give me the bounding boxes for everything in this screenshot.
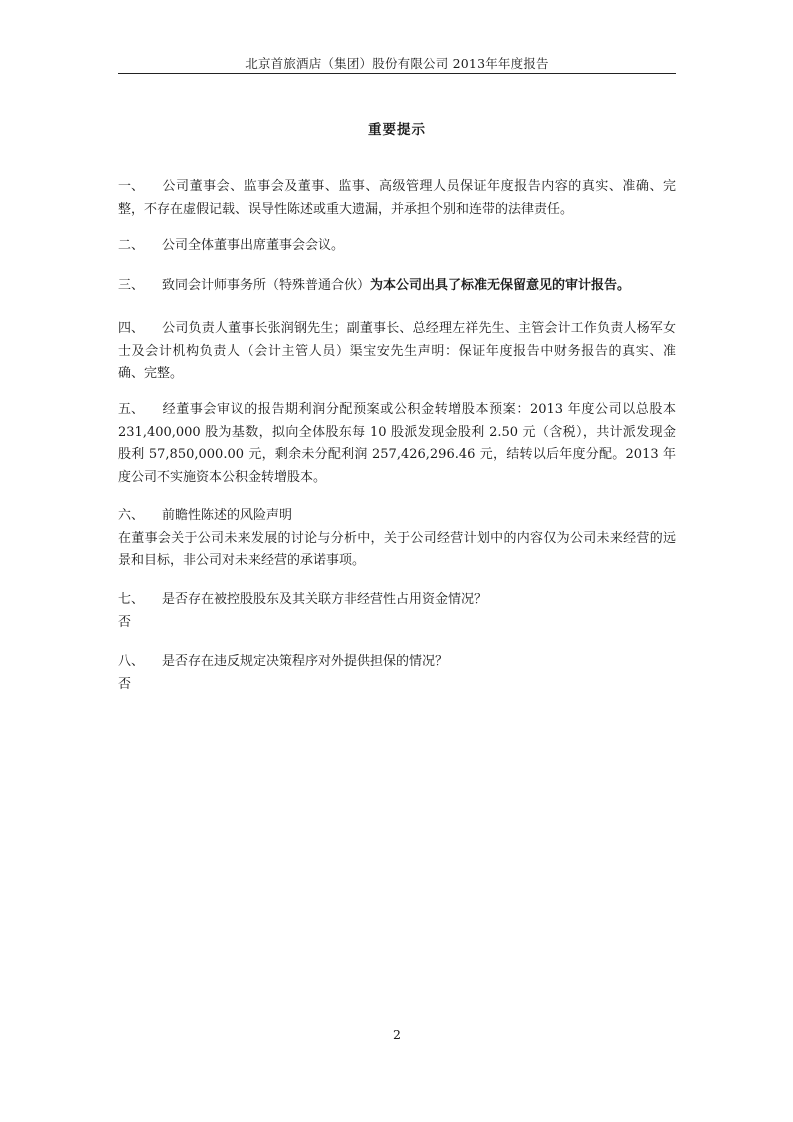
notice-item-2 — [118, 235, 676, 258]
page-number: 2 — [393, 1027, 401, 1042]
item-text: 公司负责人董事长张润钢先生；副董事长、总经理左祥先生、主管会计工作负责人杨军女士及会计机构负责人（会计主管人员）渠宝安先生声明：保证年度报告中财务报告的真实、准确、完整。 — [118, 321, 676, 381]
item-text: 公司董事会、监事会及董事、监事、高级管理人员保证年度报告内容的真实、准确、完整，不存在虚假记载、误导性陈述或重大遗漏，并承担个别和连带的法律责任。 — [118, 179, 676, 217]
item-number: 六、 — [118, 508, 145, 523]
notice-item-8 — [118, 651, 676, 696]
notice-item-7 — [118, 589, 676, 634]
header-divider — [118, 73, 676, 74]
report-header: 北京首旅酒店（集团）股份有限公司 2013年年度报告 — [245, 56, 549, 71]
item-number: 一、 — [118, 179, 145, 194]
item-bold-text: 为本公司出具了标准无保留意见的审计报告。 — [370, 278, 631, 293]
item-text: 前瞻性陈述的风险声明 — [162, 508, 293, 523]
item-text: 公司全体董事出席董事会会议。 — [162, 238, 345, 253]
item-number: 七、 — [118, 592, 145, 607]
item-text: 是否存在违反规定决策程序对外提供担保的情况？ — [162, 654, 449, 669]
item-number: 二、 — [118, 238, 145, 253]
notice-item-1 — [118, 176, 676, 221]
item-number: 四、 — [118, 321, 145, 336]
item-number: 五、 — [118, 402, 145, 417]
item-answer: 否 — [118, 676, 132, 692]
item-text: 致同会计师事务所（特殊普通合伙） — [162, 278, 371, 293]
item-text: 是否存在被控股股东及其关联方非经营性占用资金情况？ — [162, 592, 488, 607]
notice-item-6 — [118, 505, 676, 573]
item-text: 经董事会审议的报告期利润分配预案或公积金转增股本预案：2013 年度公司以总股本 231,400,000 股为基数，拟向全体股东每 10 股派发现金股利 2.50 元（含税），共计派发现金股利 57,850,000.00 元，剩余未分配利润 257,426,296.46 元，结转以后年度分配。2013 年度公司不实施资本公积金转增股本。 — [118, 402, 676, 485]
item-number: 三、 — [118, 278, 145, 293]
notice-item-5 — [118, 399, 676, 489]
item-number: 八、 — [118, 654, 145, 669]
notice-item-3 — [118, 275, 676, 298]
notice-item-4 — [118, 318, 676, 386]
item-body: 在董事会关于公司未来发展的讨论与分析中，关于公司经营计划中的内容仅为公司未来经营的远景和目标，非公司对未来经营的承诺事项。 — [118, 530, 676, 568]
section-title: 重要提示 — [368, 122, 426, 138]
item-answer: 否 — [118, 614, 132, 630]
